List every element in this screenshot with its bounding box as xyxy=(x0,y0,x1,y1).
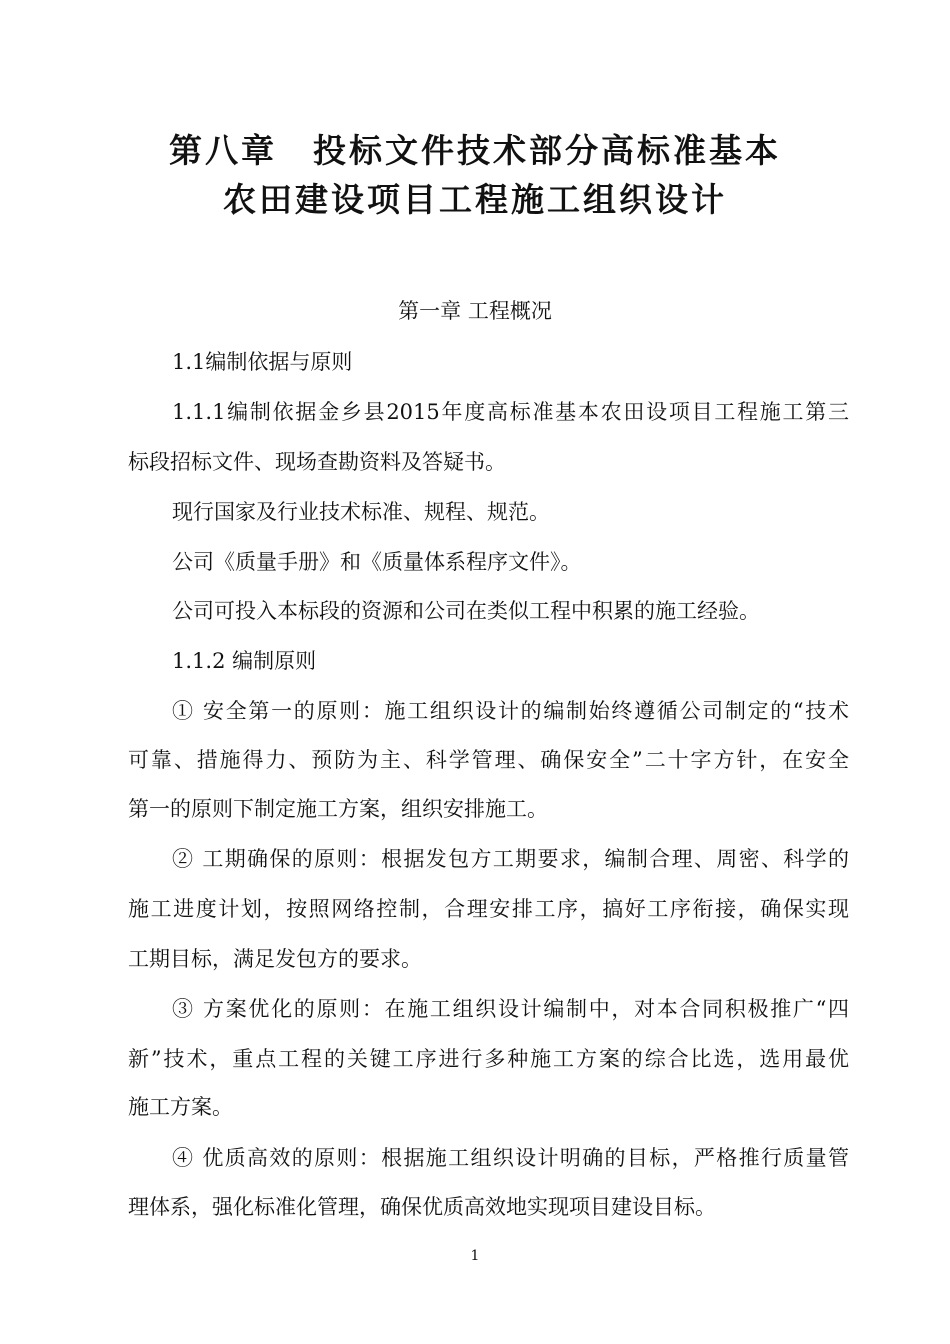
principle-2-line-2: 施工进度计划，按照网络控制，合理安排工序，搞好工序衔接，确保实现 xyxy=(128,897,849,921)
paragraph-basis-line-2: 标段招标文件、现场查勘资料及答疑书。 xyxy=(128,450,506,474)
principle-3-line-1: ③ 方案优化的原则：在施工组织设计编制中，对本合同积极推广“四 xyxy=(172,997,849,1021)
principle-1-line-2: 可靠、措施得力、预防为主、科学管理、确保安全”二十字方针，在安全 xyxy=(128,748,849,772)
chapter-heading: 第一章 工程概况 xyxy=(398,299,552,323)
page-number: 1 xyxy=(470,1248,480,1264)
principle-4-line-1: ④ 优质高效的原则：根据施工组织设计明确的目标，严格推行质量管 xyxy=(172,1146,849,1170)
principle-1-line-1: ① 安全第一的原则：施工组织设计的编制始终遵循公司制定的“技术 xyxy=(172,699,849,723)
document-title-line-2: 农田建设项目工程施工组织设计 xyxy=(223,180,727,219)
principle-2-line-1: ② 工期确保的原则：根据发包方工期要求，编制合理、周密、科学的 xyxy=(172,847,849,871)
principle-3-line-2: 新”技术，重点工程的关键工序进行多种施工方案的综合比选，选用最优 xyxy=(128,1047,849,1071)
principle-4-line-2: 理体系，强化标准化管理，确保优质高效地实现项目建设目标。 xyxy=(128,1195,716,1219)
paragraph-basis-line-1: 1.1.1编制依据金乡县2015年度高标准基本农田设项目工程施工第三 xyxy=(172,400,849,424)
section-heading-1-1-2: 1.1.2 编制原则 xyxy=(172,649,317,673)
principle-2-line-3: 工期目标，满足发包方的要求。 xyxy=(128,947,422,971)
principle-3-line-3: 施工方案。 xyxy=(128,1095,233,1119)
paragraph-quality-manual: 公司《质量手册》和《质量体系程序文件》。 xyxy=(172,550,582,574)
section-heading-1-1: 1.1编制依据与原则 xyxy=(172,350,353,374)
document-title-line-1: 第八章 投标文件技术部分高标准基本 xyxy=(169,131,781,170)
paragraph-standards: 现行国家及行业技术标准、规程、规范。 xyxy=(172,500,550,524)
principle-1-line-3: 第一的原则下制定施工方案，组织安排施工。 xyxy=(128,797,548,821)
paragraph-resources: 公司可投入本标段的资源和公司在类似工程中积累的施工经验。 xyxy=(172,599,760,623)
